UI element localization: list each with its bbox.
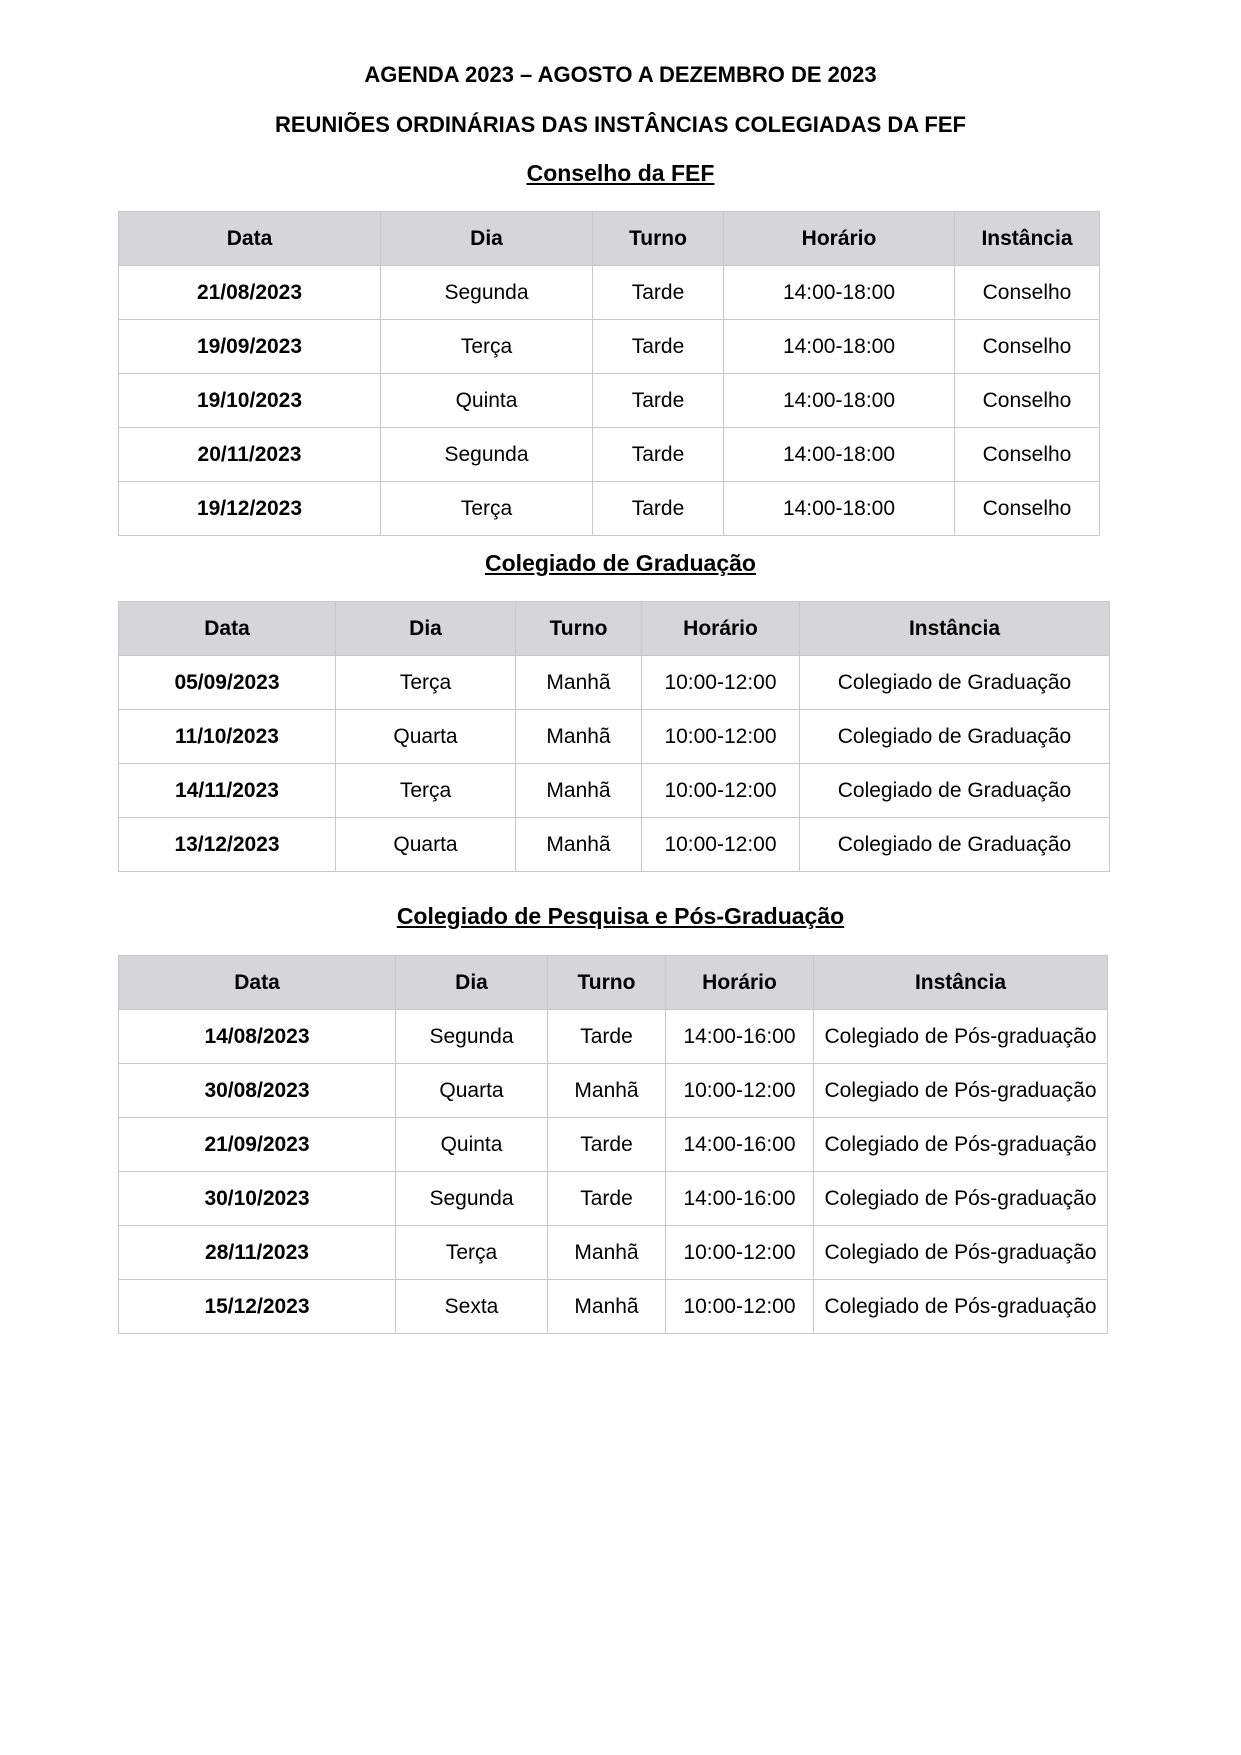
cell-horario: 14:00-18:00	[724, 320, 955, 374]
cell-data: 05/09/2023	[119, 656, 336, 710]
table-pos-graduacao	[118, 955, 1108, 1334]
cell-instancia: Conselho	[955, 374, 1100, 428]
table-row	[119, 818, 1110, 872]
column-header-horario: Horário	[642, 602, 800, 656]
cell-horario: 14:00-18:00	[724, 266, 955, 320]
cell-dia: Terça	[336, 656, 516, 710]
table-header-row	[119, 602, 1110, 656]
cell-instancia: Colegiado de Graduação	[800, 656, 1110, 710]
page-subtitle: REUNIÕES ORDINÁRIAS DAS INSTÂNCIAS COLEGIADAS DA FEF	[274, 112, 966, 137]
table-graduacao	[118, 601, 1110, 872]
column-header-data: Data	[119, 212, 381, 266]
column-header-horario: Horário	[666, 956, 814, 1010]
cell-horario: 10:00-12:00	[666, 1226, 814, 1280]
table-row	[119, 1172, 1108, 1226]
cell-dia: Sexta	[396, 1280, 548, 1334]
cell-data: 14/08/2023	[119, 1010, 396, 1064]
cell-data: 14/11/2023	[119, 764, 336, 818]
cell-instancia: Conselho	[955, 428, 1100, 482]
column-header-instancia: Instância	[800, 602, 1110, 656]
cell-instancia: Colegiado de Pós-graduação	[814, 1010, 1108, 1064]
cell-horario: 14:00-16:00	[666, 1010, 814, 1064]
cell-turno: Tarde	[593, 374, 724, 428]
cell-dia: Terça	[336, 764, 516, 818]
table-row	[119, 482, 1100, 536]
cell-dia: Terça	[381, 482, 593, 536]
cell-turno: Manhã	[516, 764, 642, 818]
cell-data: 15/12/2023	[119, 1280, 396, 1334]
cell-turno: Tarde	[548, 1010, 666, 1064]
table-row	[119, 1010, 1108, 1064]
cell-instancia: Conselho	[955, 266, 1100, 320]
cell-turno: Tarde	[548, 1172, 666, 1226]
table-row	[119, 1118, 1108, 1172]
cell-instancia: Colegiado de Pós-graduação	[814, 1172, 1108, 1226]
cell-turno: Tarde	[593, 320, 724, 374]
cell-dia: Quarta	[396, 1064, 548, 1118]
cell-turno: Manhã	[548, 1064, 666, 1118]
table-row	[119, 428, 1100, 482]
cell-data: 30/08/2023	[119, 1064, 396, 1118]
cell-dia: Terça	[381, 320, 593, 374]
cell-data: 13/12/2023	[119, 818, 336, 872]
cell-data: 20/11/2023	[119, 428, 381, 482]
cell-horario: 10:00-12:00	[642, 710, 800, 764]
section-title-pos-graduacao: Colegiado de Pesquisa e Pós-Graduação	[396, 903, 845, 929]
table-row	[119, 1280, 1108, 1334]
cell-data: 19/09/2023	[119, 320, 381, 374]
cell-turno: Manhã	[548, 1280, 666, 1334]
cell-instancia: Colegiado de Pós-graduação	[814, 1280, 1108, 1334]
column-header-dia: Dia	[336, 602, 516, 656]
section-title-conselho: Conselho da FEF	[526, 160, 715, 186]
cell-turno: Tarde	[593, 482, 724, 536]
cell-data: 19/10/2023	[119, 374, 381, 428]
column-header-data: Data	[119, 956, 396, 1010]
cell-horario: 10:00-12:00	[642, 764, 800, 818]
cell-horario: 14:00-16:00	[666, 1118, 814, 1172]
table-header-row	[119, 956, 1108, 1010]
table-row	[119, 764, 1110, 818]
cell-horario: 10:00-12:00	[642, 656, 800, 710]
cell-turno: Manhã	[516, 710, 642, 764]
column-header-turno: Turno	[548, 956, 666, 1010]
cell-dia: Segunda	[381, 428, 593, 482]
cell-instancia: Colegiado de Pós-graduação	[814, 1064, 1108, 1118]
cell-instancia: Conselho	[955, 482, 1100, 536]
table-row	[119, 656, 1110, 710]
cell-data: 21/08/2023	[119, 266, 381, 320]
page-title: AGENDA 2023 – AGOSTO A DEZEMBRO DE 2023	[364, 62, 877, 87]
table-row	[119, 374, 1100, 428]
cell-dia: Segunda	[396, 1010, 548, 1064]
cell-dia: Segunda	[381, 266, 593, 320]
cell-dia: Quarta	[336, 710, 516, 764]
cell-turno: Manhã	[516, 656, 642, 710]
cell-instancia: Colegiado de Graduação	[800, 710, 1110, 764]
cell-turno: Tarde	[593, 266, 724, 320]
section-title-graduacao: Colegiado de Graduação	[485, 550, 756, 576]
column-header-turno: Turno	[593, 212, 724, 266]
cell-instancia: Colegiado de Pós-graduação	[814, 1118, 1108, 1172]
cell-data: 28/11/2023	[119, 1226, 396, 1280]
cell-instancia: Colegiado de Graduação	[800, 764, 1110, 818]
cell-turno: Manhã	[548, 1226, 666, 1280]
cell-turno: Tarde	[548, 1118, 666, 1172]
column-header-instancia: Instância	[814, 956, 1108, 1010]
cell-dia: Terça	[396, 1226, 548, 1280]
cell-turno: Tarde	[593, 428, 724, 482]
cell-horario: 14:00-18:00	[724, 482, 955, 536]
cell-instancia: Colegiado de Graduação	[800, 818, 1110, 872]
cell-dia: Quarta	[336, 818, 516, 872]
cell-instancia: Conselho	[955, 320, 1100, 374]
cell-horario: 14:00-16:00	[666, 1172, 814, 1226]
cell-dia: Segunda	[396, 1172, 548, 1226]
cell-data: 19/12/2023	[119, 482, 381, 536]
cell-turno: Manhã	[516, 818, 642, 872]
cell-horario: 10:00-12:00	[642, 818, 800, 872]
cell-dia: Quinta	[396, 1118, 548, 1172]
table-conselho	[118, 211, 1100, 536]
column-header-turno: Turno	[516, 602, 642, 656]
column-header-data: Data	[119, 602, 336, 656]
table-row	[119, 1064, 1108, 1118]
table-row	[119, 320, 1100, 374]
cell-dia: Quinta	[381, 374, 593, 428]
cell-instancia: Colegiado de Pós-graduação	[814, 1226, 1108, 1280]
cell-data: 11/10/2023	[119, 710, 336, 764]
table-row	[119, 266, 1100, 320]
cell-horario: 14:00-18:00	[724, 428, 955, 482]
column-header-dia: Dia	[396, 956, 548, 1010]
table-header-row	[119, 212, 1100, 266]
cell-horario: 10:00-12:00	[666, 1064, 814, 1118]
table-row	[119, 710, 1110, 764]
cell-data: 21/09/2023	[119, 1118, 396, 1172]
cell-horario: 10:00-12:00	[666, 1280, 814, 1334]
table-row	[119, 1226, 1108, 1280]
cell-data: 30/10/2023	[119, 1172, 396, 1226]
column-header-horario: Horário	[724, 212, 955, 266]
column-header-instancia: Instância	[955, 212, 1100, 266]
column-header-dia: Dia	[381, 212, 593, 266]
cell-horario: 14:00-18:00	[724, 374, 955, 428]
